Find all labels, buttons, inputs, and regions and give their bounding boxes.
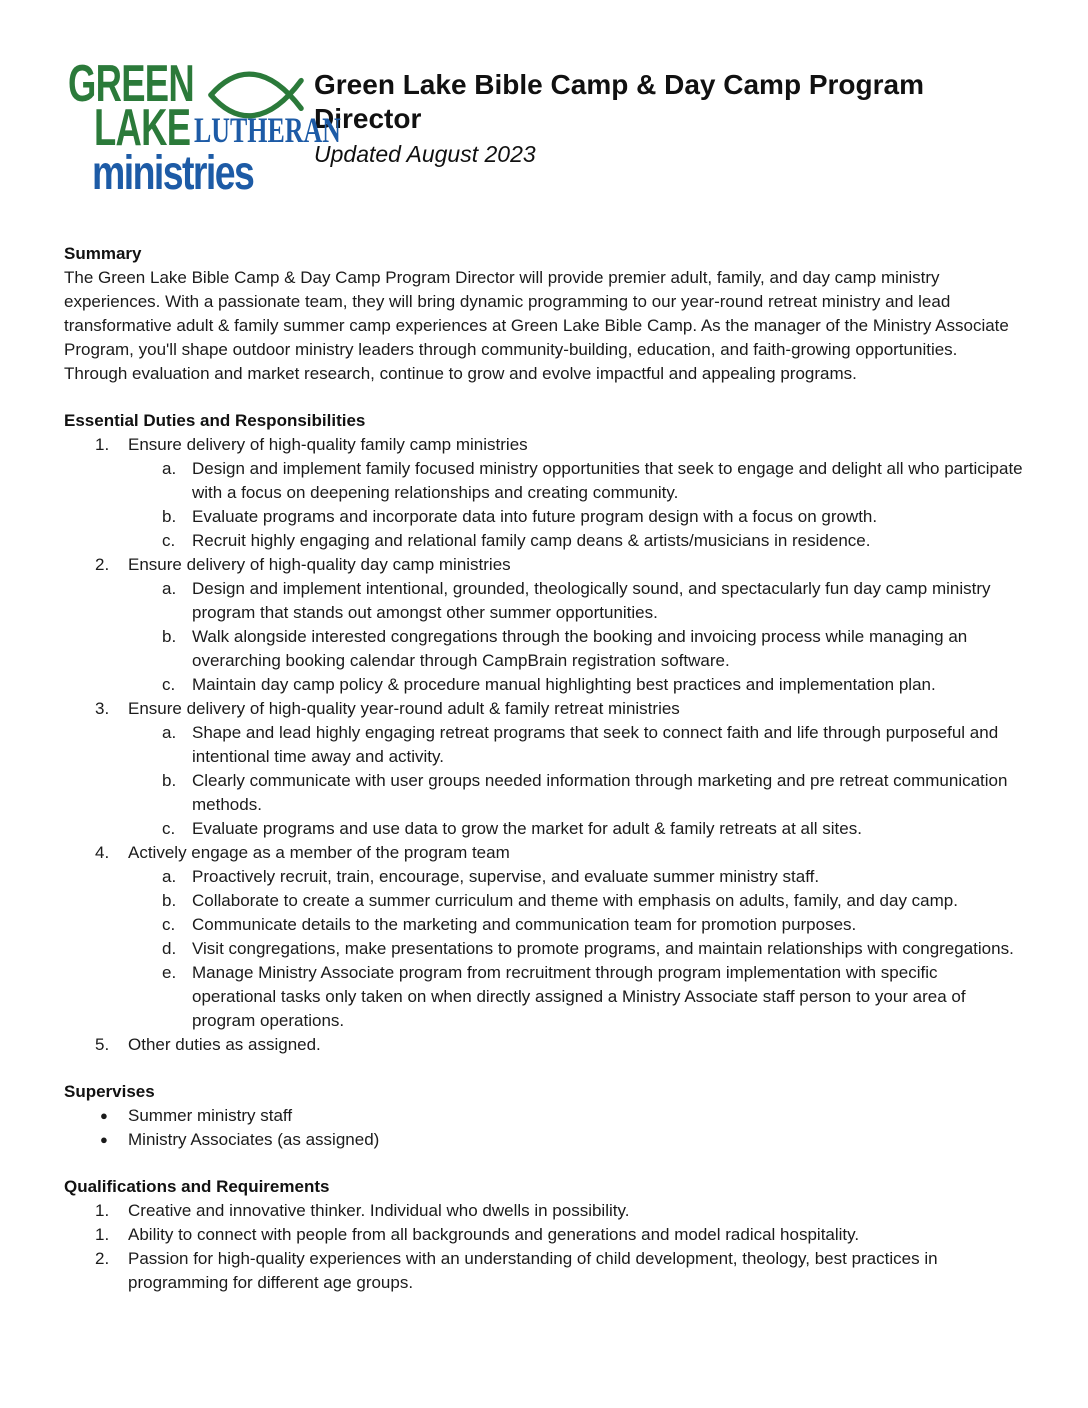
list-item-text: Other duties as assigned. <box>128 1035 321 1054</box>
logo-lutheran-text: LUTHERAN <box>194 110 341 150</box>
list-item-text: Ensure delivery of high-quality family camp ministries <box>128 435 528 454</box>
section-supervises <box>64 1080 1024 1152</box>
list-item-text: Ministry Associates (as assigned) <box>128 1130 380 1149</box>
list-item <box>64 457 1024 505</box>
list-item-text: Actively engage as a member of the program team <box>128 843 510 862</box>
list-item <box>64 865 1024 889</box>
green-lake-lutheran-ministries-logo <box>64 55 341 200</box>
list-item <box>64 625 1024 673</box>
list-item <box>64 1247 1024 1295</box>
list-marker: b. <box>162 507 177 526</box>
list-item-text: Ensure delivery of high-quality day camp ministries <box>128 555 511 574</box>
list-item <box>64 1104 1024 1128</box>
list-item-text: Ensure delivery of high-quality year-round adult & family retreat ministries <box>128 699 680 718</box>
list-marker: 2. <box>95 1249 110 1268</box>
list-item-text: Passion for high-quality experiences with an understanding of child development, theology, best practices in programming for different age groups. <box>128 1249 938 1292</box>
list-item-text: Clearly communicate with user groups needed information through marketing and pre retreat communication methods. <box>192 771 1008 814</box>
list-marker: a. <box>162 723 177 742</box>
list-marker: b. <box>162 891 177 910</box>
list-marker: a. <box>162 579 177 598</box>
list-item <box>64 889 1024 913</box>
list-marker: 1. <box>95 435 110 454</box>
list-item-text: Evaluate programs and use data to grow the market for adult & family retreats at all sites. <box>192 819 862 838</box>
list-marker: c. <box>162 819 176 838</box>
list-item <box>64 505 1024 529</box>
list-marker: b. <box>162 627 177 646</box>
list-item <box>64 913 1024 937</box>
list-item <box>64 553 1024 577</box>
list-item <box>64 673 1024 697</box>
list-marker: c. <box>162 915 176 934</box>
list-marker: 3. <box>95 699 110 718</box>
logo-ministries-text: ministries <box>92 147 254 200</box>
bullet-icon: ● <box>100 1108 108 1123</box>
list-item <box>64 529 1024 553</box>
updated-date: Updated August 2023 <box>314 141 536 168</box>
list-item <box>64 841 1024 865</box>
list-item-text: Proactively recruit, train, encourage, supervise, and evaluate summer ministry staff. <box>192 867 820 886</box>
list-item <box>64 721 1024 769</box>
list-item-text: Evaluate programs and incorporate data into future program design with a focus on growth. <box>192 507 878 526</box>
title-block <box>314 64 1024 168</box>
list-item <box>64 1223 1024 1247</box>
list-item <box>64 433 1024 457</box>
list-item-text: Design and implement family focused ministry opportunities that seek to engage and delight all who participate with a focus on deepening relationships and creating community. <box>192 459 1023 502</box>
list-item-text: Creative and innovative thinker. Individual who dwells in possibility. <box>128 1201 630 1220</box>
section-essential-duties <box>64 409 1024 1057</box>
list-item <box>64 577 1024 625</box>
document-body <box>64 242 1024 1295</box>
list-item-text: Summer ministry staff <box>128 1106 293 1125</box>
summary-heading: Summary <box>64 244 142 263</box>
list-item-text: Manage Ministry Associate program from recruitment through program implementation with specific operational tasks only taken on when directly assigned a Ministry Associate staff person to your area of program operations. <box>192 963 966 1030</box>
list-marker: c. <box>162 531 176 550</box>
list-marker: 4. <box>95 843 110 862</box>
list-marker: 2. <box>95 555 110 574</box>
supervises-heading: Supervises <box>64 1082 155 1101</box>
list-marker: 1. <box>95 1201 110 1220</box>
qualifications-heading: Qualifications and Requirements <box>64 1177 330 1196</box>
list-item <box>64 817 1024 841</box>
list-item <box>64 1128 1024 1152</box>
list-item-text: Visit congregations, make presentations to promote programs, and maintain relationships with congregations. <box>192 939 1014 958</box>
list-item <box>64 1033 1024 1057</box>
list-item-text: Ability to connect with people from all backgrounds and generations and model radical hospitality. <box>128 1225 860 1244</box>
list-item <box>64 769 1024 817</box>
page-title: Green Lake Bible Camp & Day Camp Program Director <box>314 69 924 134</box>
summary-paragraph: The Green Lake Bible Camp & Day Camp Program Director will provide premier adult, family, and day camp ministry experiences. With a passionate team, they will bring dynamic programming to our year-round retreat ministry and lead transformative adult & family summer camp experiences at Green Lake Bible Camp. As the manager of the Ministry Associate Program, you'll shape outdoor ministry leaders through community-building, education, and faith-growing opportunities. Through evaluation and market research, continue to grow and evolve impactful and appealing programs. <box>64 268 1009 383</box>
list-item <box>64 961 1024 1033</box>
list-item-text: Collaborate to create a summer curriculum and theme with emphasis on adults, family, and day camp. <box>192 891 958 910</box>
list-marker: 1. <box>95 1225 110 1244</box>
list-item <box>64 937 1024 961</box>
logo-green-text: GREEN <box>68 55 194 113</box>
list-item-text: Communicate details to the marketing and communication team for promotion purposes. <box>192 915 857 934</box>
section-summary <box>64 242 1024 386</box>
bullet-icon: ● <box>100 1132 108 1147</box>
section-qualifications <box>64 1175 1024 1295</box>
list-marker: d. <box>162 939 177 958</box>
list-marker: c. <box>162 675 176 694</box>
list-marker: e. <box>162 963 177 982</box>
duties-heading: Essential Duties and Responsibilities <box>64 411 366 430</box>
document-header <box>64 55 1024 200</box>
logo-lake-text: LAKE <box>94 99 191 157</box>
list-item-text: Recruit highly engaging and relational family camp deans & artists/musicians in residence. <box>192 531 871 550</box>
list-item-text: Design and implement intentional, grounded, theologically sound, and spectacularly fun day camp ministry program that stands out amongst other summer opportunities. <box>192 579 991 622</box>
list-item <box>64 697 1024 721</box>
list-marker: a. <box>162 459 177 478</box>
list-item <box>64 1199 1024 1223</box>
list-marker: b. <box>162 771 177 790</box>
list-marker: 5. <box>95 1035 110 1054</box>
list-item-text: Walk alongside interested congregations through the booking and invoicing process while managing an overarching booking calendar through CampBrain registration software. <box>192 627 968 670</box>
list-item-text: Shape and lead highly engaging retreat programs that seek to connect faith and life through purposeful and intentional time away and activity. <box>192 723 999 766</box>
list-marker: a. <box>162 867 177 886</box>
list-item-text: Maintain day camp policy & procedure manual highlighting best practices and implementation plan. <box>192 675 936 694</box>
